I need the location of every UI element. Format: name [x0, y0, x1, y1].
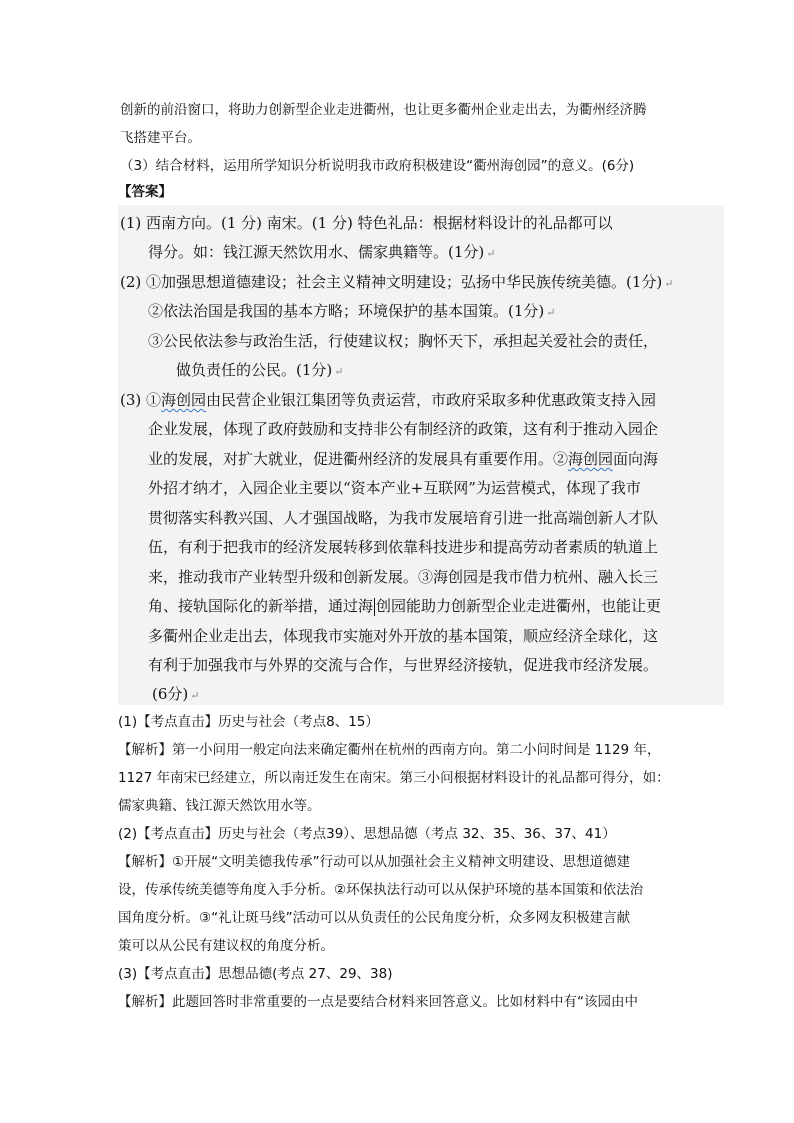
analysis-2-line-1: 【解析】①开展“文明美德我传承”行动可以从加强社会主义精神文明建设、思想道德建 — [118, 854, 631, 870]
answer-2-line-1: (2) ①加强思想道德建设；社会主义精神文明建设；弘扬中华民族传统美德。(1分) ↵ — [120, 273, 674, 291]
answer-2-line-3: ③公民依法参与政治生活，行使建议权；胸怀天下，承担起关爱社会的责任， — [148, 332, 659, 350]
analysis-2-heading: (2)【考点直击】历史与社会（考点39）、思想品德（考点 32、35、36、37、41） — [118, 826, 616, 842]
return-mark-icon: ↵ — [334, 365, 344, 378]
answer-1-line-2: 得分。如：钱江源天然饮用水、儒家典籍等。(1分) ↵ — [148, 243, 496, 261]
text-cursor — [374, 598, 375, 616]
return-mark-icon: ↵ — [486, 247, 496, 260]
analysis-1-line-1: 【解析】第一小问用一般定向法来确定衢州在杭州的西南方向。第二小问时间是 1129 年， — [118, 742, 661, 758]
spellcheck-term: 海创园 — [568, 450, 614, 468]
return-mark-icon: ↵ — [190, 689, 200, 702]
answer-3-line-2: 企业发展，体现了政府鼓励和支持非公有制经济的政策，这有利于推动入园企 — [148, 420, 659, 438]
answer-2-line-4: 做负责任的公民。(1分) ↵ — [176, 361, 344, 379]
analysis-2-line-3: 国角度分析。③“礼让斑马线”活动可以从负责任的公民角度分析，众多网友积极建言献 — [118, 910, 631, 926]
answer-3-line-11: (6分) ↵ — [152, 685, 200, 703]
answer-3-line-10: 有利于加强我市与外界的交流与合作，与世界经济接轨，促进我市经济发展。 — [148, 656, 659, 674]
intro-line-2: 飞搭建平台。 — [120, 130, 201, 146]
return-mark-icon: ↵ — [546, 306, 556, 319]
answer-3-line-7: 来，推动我市产业转型升级和创新发展。③海创园是我市借力杭州、融入长三 — [148, 568, 659, 586]
answer-3-line-1: (3) ①海创园由民营企业银江集团等负责运营，市政府采取多种优惠政策支持入园 — [120, 391, 657, 409]
answer-2-line-2: ②依法治国是我国的基本方略；环境保护的基本国策。(1分) ↵ — [148, 302, 556, 320]
answer-3-line-6: 伍，有利于把我市的经济发展转移到依靠科技进步和提高劳动者素质的轨道上 — [148, 538, 659, 556]
answer-heading: 【答案】 — [118, 184, 172, 200]
return-mark-icon: ↵ — [664, 277, 674, 290]
analysis-1-line-3: 儒家典籍、钱江源天然饮用水等。 — [118, 798, 321, 814]
analysis-2-line-2: 设，传承传统美德等角度入手分析。②环保执法行动可以从保护环境的基本国策和依法治 — [118, 882, 644, 898]
analysis-3-line-1: 【解析】此题回答时非常重要的一点是要结合材料来回答意义。比如材料中有“该园由中 — [118, 994, 638, 1010]
answer-3-line-3: 业的发展，对扩大就业，促进衢州经济的发展具有重要作用。②海创园面向海 — [148, 450, 659, 468]
analysis-1-heading: (1)【考点直击】历史与社会（考点8、15） — [118, 714, 379, 730]
analysis-3-heading: (3)【考点直击】思想品德(考点 27、29、38) — [118, 966, 393, 982]
question-3: （3）结合材料，运用所学知识分析说明我市政府积极建设“衢州海创园”的意义。(6分) — [120, 158, 635, 174]
analysis-1-line-2: 1127 年南宋已经建立，所以南迁发生在南宋。第三小问根据材料设计的礼品都可得分，如： — [118, 770, 670, 786]
answer-3-line-4: 外招才纳才，入园企业主要以“资本产业+互联网”为运营模式，体现了我市 — [148, 479, 641, 497]
answer-3-line-8: 角、接轨国际化的新举措，通过海 创园能助力创新型企业走进衢州，也能让更 — [148, 597, 662, 615]
answer-3-line-9: 多衢州企业走出去，体现我市实施对外开放的基本国策，顺应经济全球化，这 — [148, 627, 659, 645]
spellcheck-term: 海创园 — [161, 391, 207, 409]
answer-1-line-1: (1) 西南方向。(1 分) 南宋。(1 分) 特色礼品：根据材料设计的礼品都可以 — [120, 214, 613, 232]
answer-3-line-5: 贯彻落实科教兴国、人才强国战略，为我市发展培育引进一批高端创新人才队 — [148, 509, 659, 527]
analysis-2-line-4: 策可以从公民有建议权的角度分析。 — [118, 938, 334, 954]
intro-line-1: 创新的前沿窗口，将助力创新型企业走进衢州，也让更多衢州企业走出去，为衢州经济腾 — [120, 102, 647, 118]
